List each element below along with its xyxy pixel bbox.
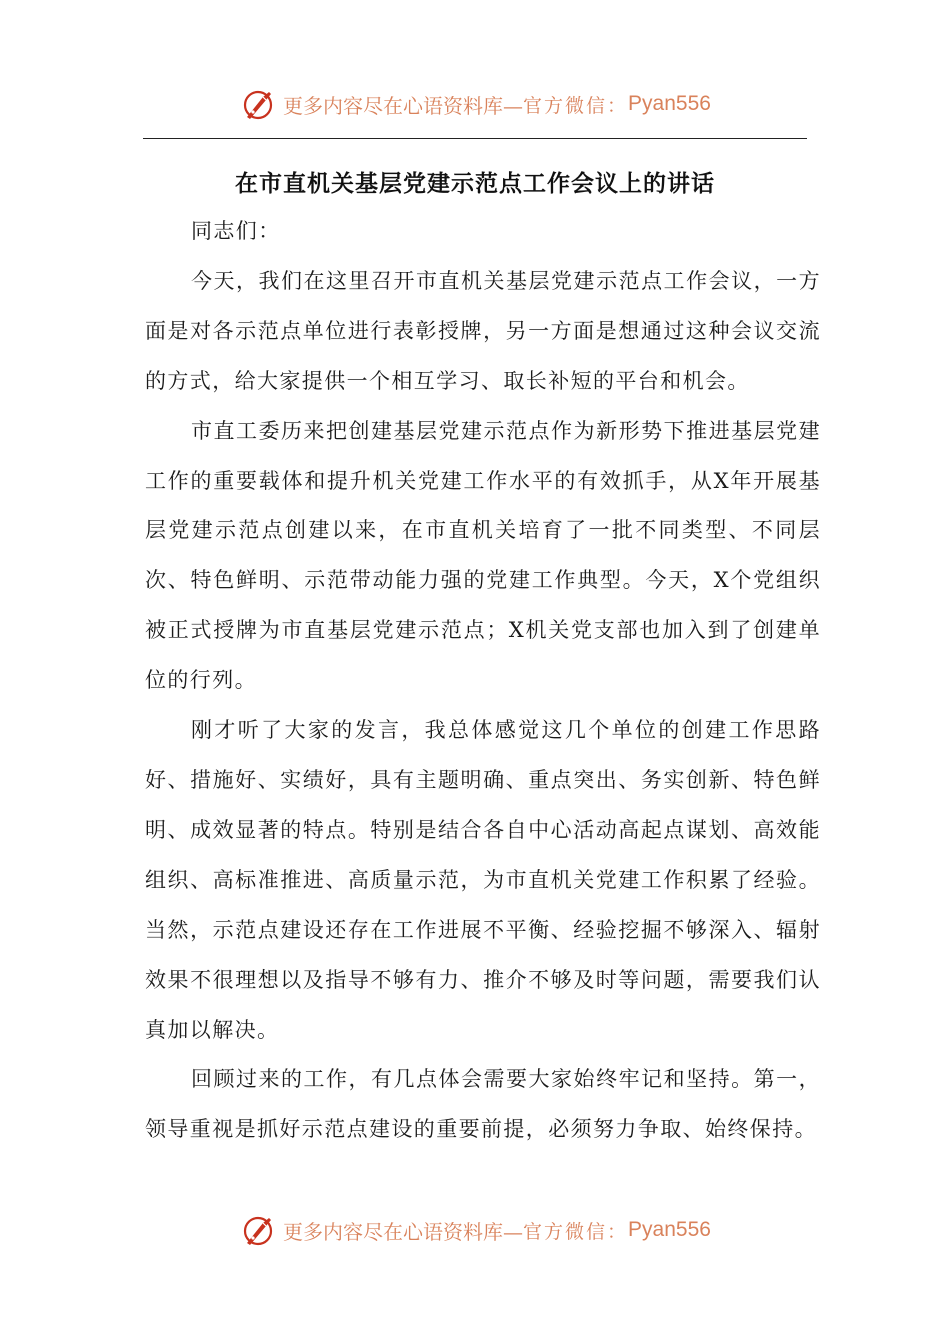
banner-slogan: 更多内容尽在心语资料库—	[283, 93, 524, 118]
paragraph-4: 回顾过来的工作，有几点体会需要大家始终牢记和坚持。第一，领导重视是抓好示范点建设的重要前提，必须努力争取、始终保持。	[145, 1067, 821, 1142]
pen-nib-logo-icon	[239, 1210, 279, 1250]
salutation: 同志们：	[191, 219, 281, 243]
paragraph-3: 刚才听了大家的发言，我总体感觉这几个单位的创建工作思路好、措施好、实绩好，具有主题明确、重点突出、务实创新、特色鲜明、成效显著的特点。特别是结合各自中心活动高起点谋划、高效能组织、高标准推进、高质量示范，为市直机关党建工作积累了经验。当然，示范点建设还存在工作进展不平衡、经验挖掘不够深入、辐射效果不很理想以及指导不够有力、推介不够及时等问题，需要我们认真加以解决。	[145, 718, 821, 1042]
document-body	[145, 207, 821, 1155]
footer-banner	[0, 1208, 950, 1252]
pen-nib-logo-icon	[239, 84, 279, 124]
banner-wechat-label: 官方微信：	[523, 94, 629, 117]
document-title: 在市直机关基层党建示范点工作会议上的讲话	[235, 171, 715, 197]
banner-wechat-id: Pyan556	[628, 92, 711, 115]
paragraph-1: 今天，我们在这里召开市直机关基层党建示范点工作会议，一方面是对各示范点单位进行表彰授牌，另一方面是想通过这种会议交流的方式，给大家提供一个相互学习、取长补短的平台和机会。	[145, 268, 821, 393]
header-divider	[143, 138, 807, 139]
banner-wechat-label: 官方微信：	[523, 1220, 629, 1243]
paragraph-2: 市直工委历来把创建基层党建示范点作为新形势下推进基层党建工作的重要载体和提升机关党建工作水平的有效抓手，从X年开展基层党建示范点创建以来，在市直机关培育了一批不同类型、不同层次、特色鲜明、示范带动能力强的党建工作典型。今天，X个党组织被正式授牌为市直基层党建示范点；X机关党支部也加入到了创建单位的行列。	[145, 418, 821, 693]
banner-slogan: 更多内容尽在心语资料库—	[283, 1219, 524, 1244]
header-banner	[0, 82, 950, 126]
banner-wechat-id: Pyan556	[628, 1218, 711, 1241]
